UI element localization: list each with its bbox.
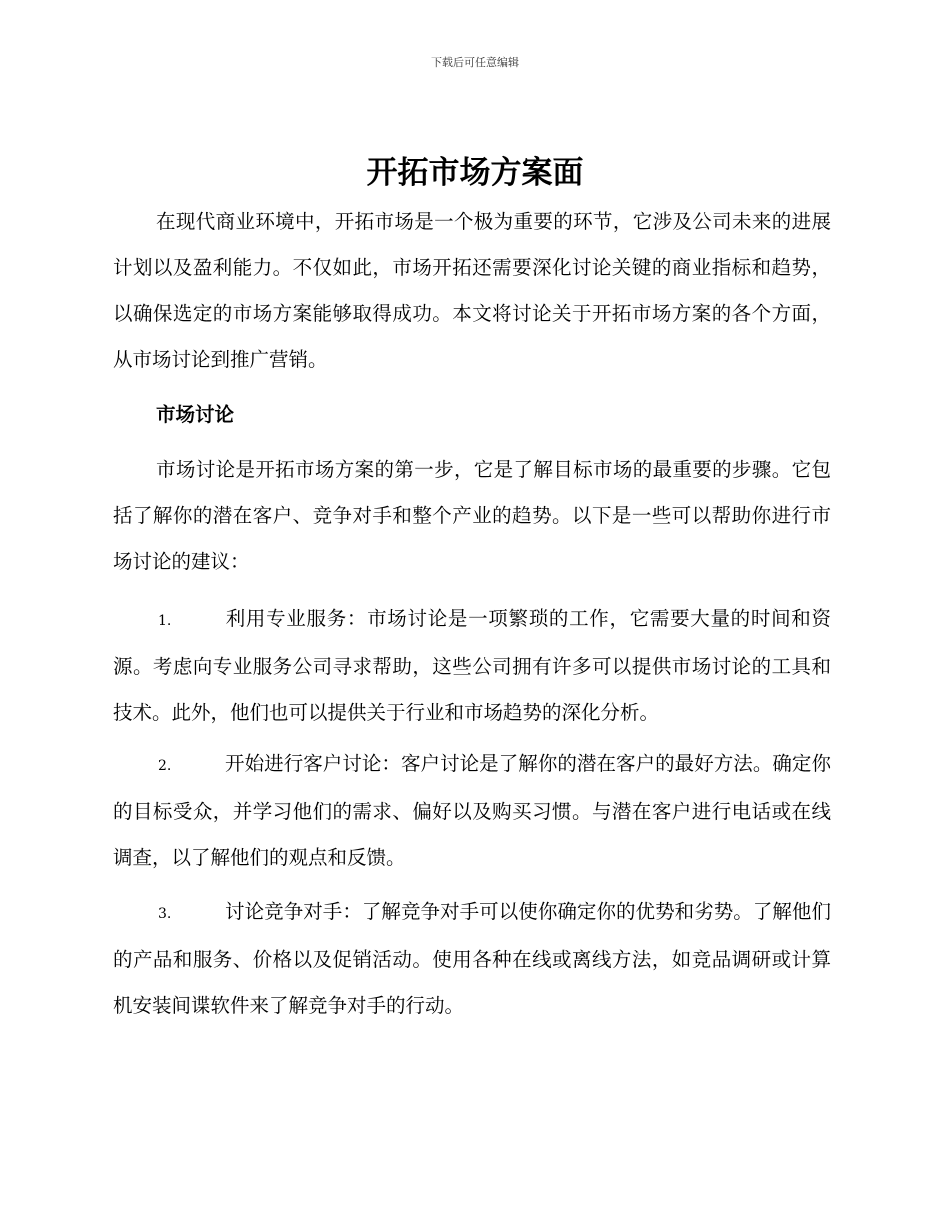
list-item xyxy=(113,889,831,1029)
page-header: 下载后可任意编辑 xyxy=(431,56,519,69)
list-item xyxy=(113,596,831,736)
list-item-number: 3. xyxy=(158,906,172,922)
list-item-text: 讨论竞争对手：了解竞争对手可以使你确定你的优势和劣势。了解他们的产品和服务、价格以及促销活动。使用各种在线或离线方法，如竞品调研或计算机安装间谍软件来了解竞争对手的行动。 xyxy=(113,900,831,1017)
list-item-number: 2. xyxy=(158,758,172,774)
list-item-text: 开始进行客户讨论：客户讨论是了解你的潜在客户的最好方法。确定你的目标受众，并学习他们的需求、偏好以及购买习惯。与潜在客户进行电话或在线调查，以了解他们的观点和反馈。 xyxy=(113,752,831,869)
list-item-text: 利用专业服务：市场讨论是一项繁琐的工作，它需要大量的时间和资源。考虑向专业服务公司寻求帮助，这些公司拥有许多可以提供市场讨论的工具和技术。此外，他们也可以提供关于行业和市场趋势的深化分析。 xyxy=(113,607,831,724)
list-item xyxy=(113,741,831,881)
intro-paragraph: 在现代商业环境中，开拓市场是一个极为重要的环节，它涉及公司未来的进展计划以及盈利能力。不仅如此，市场开拓还需要深化讨论关键的商业指标和趋势，以确保选定的市场方案能够取得成功。本文将讨论关于开拓市场方案的各个方面，从市场讨论到推广营销。 xyxy=(113,210,831,371)
section-paragraph: 市场讨论是开拓市场方案的第一步，它是了解目标市场的最重要的步骤。它包括了解你的潜在客户、竞争对手和整个产业的趋势。以下是一些可以帮助你进行市场讨论的建议： xyxy=(113,458,831,573)
section-heading: 市场讨论 xyxy=(156,403,235,426)
document-title: 开拓市场方案面 xyxy=(366,155,584,191)
list-item-number: 1. xyxy=(158,613,172,629)
